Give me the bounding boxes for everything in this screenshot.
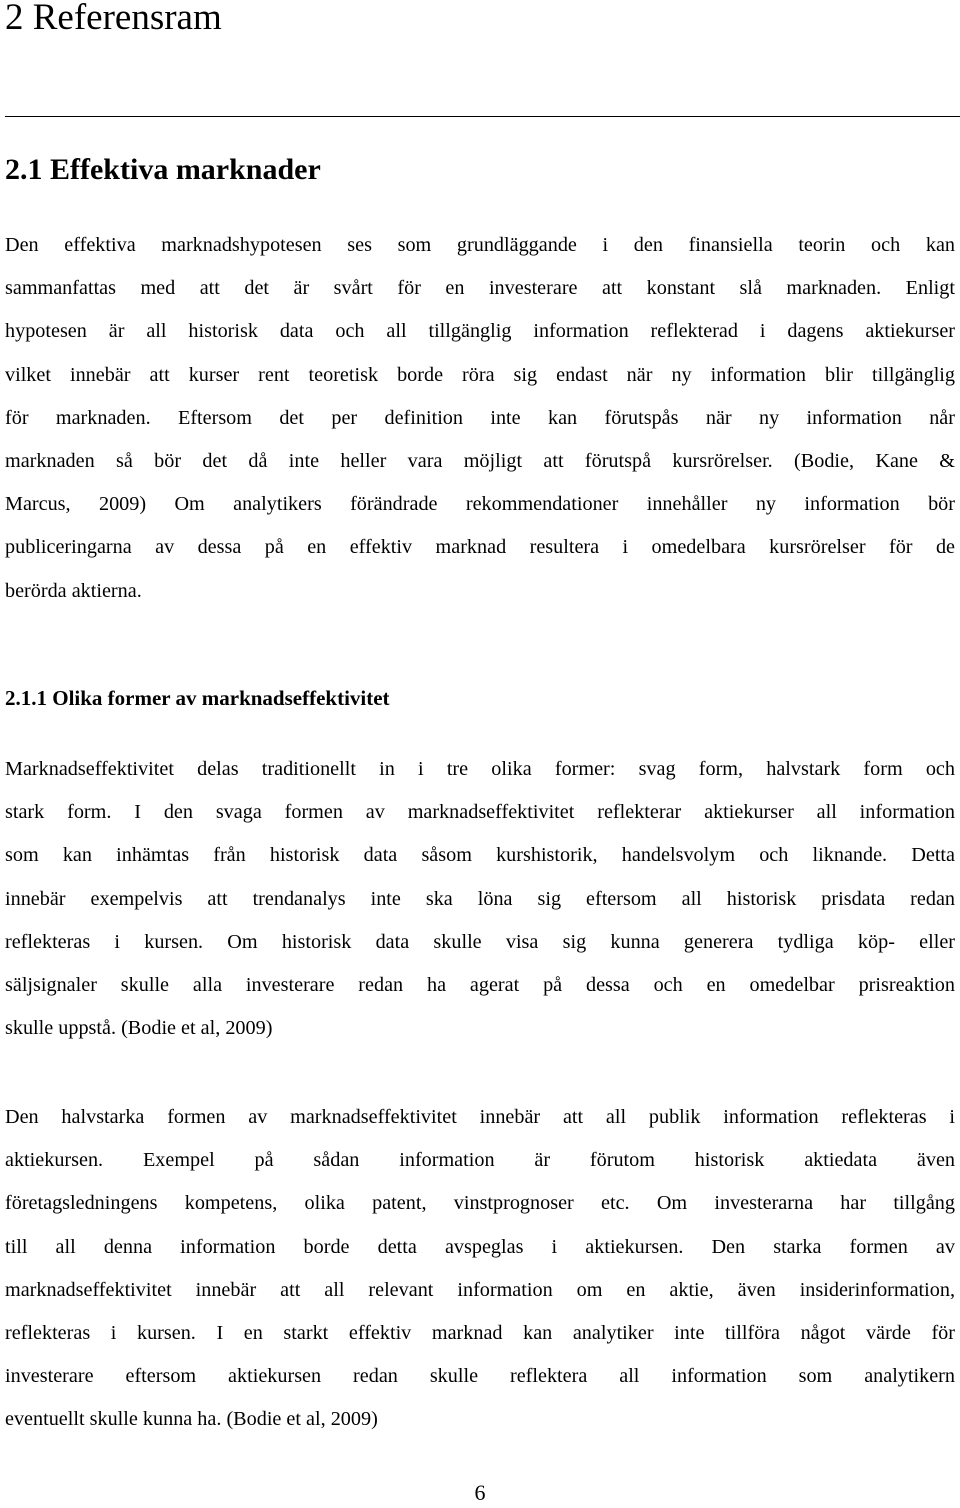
chapter-title: 2 Referensram [5, 0, 222, 38]
subsection-title: 2.1.1 Olika former av marknadseffektivitet [5, 686, 390, 710]
paragraph-line: Marcus, 2009) Om analytikers förändrade rekommendationer innehåller ny information bör [5, 493, 955, 516]
paragraph-line: till all denna information borde detta avspeglas i aktiekursen. Den starka formen av [5, 1235, 955, 1258]
paragraph-line: aktiekursen. Exempel på sådan information är förutom historisk aktiedata även [5, 1149, 955, 1172]
paragraph-line: marknadseffektivitet innebär att all relevant information om en aktie, även insiderinformation, [5, 1278, 955, 1301]
paragraph-line: vilket innebär att kurser rent teoretisk borde röra sig endast när ny information blir tillgänglig [5, 363, 955, 386]
paragraph-line: företagsledningens kompetens, olika patent, vinstprognoser etc. Om investerarna har tillgång [5, 1192, 955, 1215]
paragraph-line: säljsignaler skulle alla investerare redan ha agerat på dessa och en omedelbar prisreaktion [5, 973, 955, 996]
paragraph-line: berörda aktierna. [5, 579, 142, 602]
subsection-paragraph-1 [5, 748, 955, 1050]
paragraph-line: Den effektiva marknadshypotesen ses som grundläggande i den finansiella teorin och kan [5, 234, 955, 256]
paragraph-line: reflekteras i kursen. Om historisk data skulle visa sig kunna generera tydliga köp- eller [5, 930, 955, 953]
paragraph-line: innebär exempelvis att trendanalys inte ska löna sig eftersom all historisk prisdata redan [5, 887, 955, 910]
section-paragraph [5, 224, 955, 613]
page-number: 6 [474, 1480, 486, 1505]
chapter-divider [5, 116, 960, 117]
paragraph-line: som kan inhämtas från historisk data såsom kurshistorik, handelsvolym och liknande. Detta [5, 844, 955, 867]
paragraph-line: eventuellt skulle kunna ha. (Bodie et al, 2009) [5, 1408, 378, 1431]
section-title: 2.1 Effektiva marknader [5, 153, 321, 186]
paragraph-line: Den halvstarka formen av marknadseffektivitet innebär att all publik information reflekteras i [5, 1106, 955, 1128]
paragraph-line: stark form. I den svaga formen av marknadseffektivitet reflekterar aktiekurser all information [5, 801, 955, 824]
paragraph-line: Marknadseffektivitet delas traditionellt in i tre olika former: svag form, halvstark form och [5, 758, 955, 780]
paragraph-line: investerare eftersom aktiekursen redan skulle reflektera all information som analytikern [5, 1365, 955, 1388]
paragraph-line: publiceringarna av dessa på en effektiv marknad resultera i omedelbara kursrörelser för de [5, 536, 955, 559]
paragraph-line: för marknaden. Eftersom det per definition inte kan förutspås när ny information når [5, 406, 955, 429]
paragraph-line: reflekteras i kursen. I en starkt effektiv marknad kan analytiker inte tillföra något värde för [5, 1321, 955, 1344]
paragraph-line: skulle uppstå. (Bodie et al, 2009) [5, 1017, 273, 1040]
paragraph-line: hypotesen är all historisk data och all tillgänglig information reflekterad i dagens aktiekurser [5, 320, 955, 343]
paragraph-line: sammanfattas med att det är svårt för en investerare att konstant slå marknaden. Enligt [5, 277, 955, 300]
subsection-paragraph-2 [5, 1096, 955, 1442]
paragraph-line: marknaden så bör det då inte heller vara möjligt att förutspå kursrörelser. (Bodie, Kane & [5, 449, 955, 472]
